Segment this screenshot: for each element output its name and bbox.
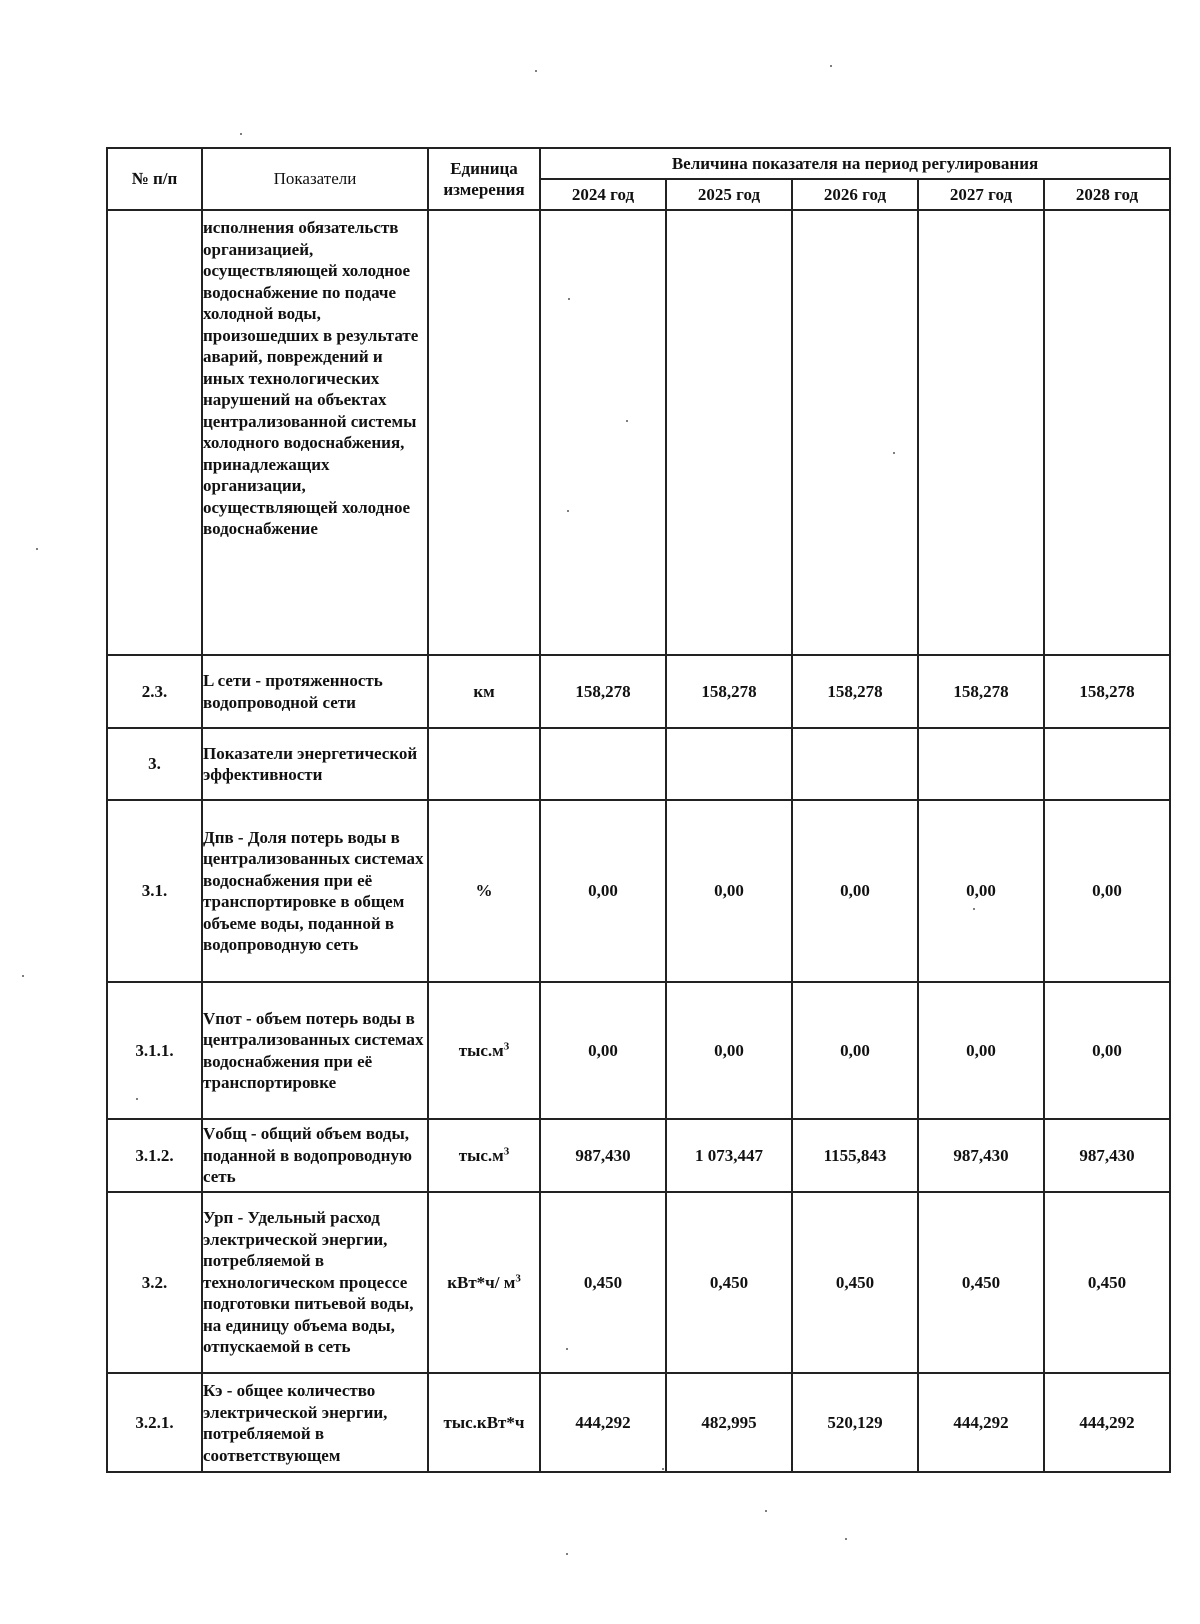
unit-superscript: 3	[503, 1040, 510, 1053]
row-unit: %	[428, 800, 540, 982]
row-indicator: L сети - протяженность водопроводной сети	[202, 655, 428, 728]
row-value: 0,450	[792, 1192, 918, 1373]
table-row	[107, 800, 1170, 982]
row-number: 3.	[107, 728, 202, 800]
scan-speck	[845, 1538, 847, 1540]
row-value	[540, 210, 666, 655]
row-value: 444,292	[1044, 1373, 1170, 1472]
row-value: 444,292	[540, 1373, 666, 1472]
row-value: 0,00	[1044, 982, 1170, 1119]
scan-speck	[662, 1468, 664, 1470]
row-value: 0,450	[1044, 1192, 1170, 1373]
row-value: 987,430	[1044, 1119, 1170, 1192]
table-row	[107, 728, 1170, 800]
row-value: 0,450	[540, 1192, 666, 1373]
row-value: 158,278	[918, 655, 1044, 728]
row-value: 1155,843	[792, 1119, 918, 1192]
row-value	[918, 728, 1044, 800]
row-indicator: Кэ - общее количество электрической энергии, потребляемой в соответствующем	[202, 1373, 428, 1472]
row-value: 1 073,447	[666, 1119, 792, 1192]
row-unit: км	[428, 655, 540, 728]
header-unit: Единица измерения	[428, 148, 540, 210]
row-value	[666, 728, 792, 800]
row-number: 2.3.	[107, 655, 202, 728]
row-number: 3.1.	[107, 800, 202, 982]
row-indicator: Vпот - объем потерь воды в централизованных системах водоснабжения при её транспортировке	[202, 982, 428, 1119]
unit-text: кВт*ч/ м	[447, 1272, 516, 1292]
row-value: 0,450	[666, 1192, 792, 1373]
row-indicator: Vобщ - общий объем воды, поданной в водопроводную сеть	[202, 1119, 428, 1192]
row-value	[666, 210, 792, 655]
row-value: 0,450	[918, 1192, 1044, 1373]
row-unit	[428, 982, 540, 1119]
scan-speck	[136, 1098, 138, 1100]
row-value: 158,278	[540, 655, 666, 728]
row-value: 0,00	[918, 982, 1044, 1119]
row-value: 482,995	[666, 1373, 792, 1472]
scan-speck	[830, 65, 832, 67]
header-year: 2024 год	[540, 179, 666, 210]
unit-superscript: 3	[515, 1272, 521, 1285]
header-num: № п/п	[107, 148, 202, 210]
row-value	[918, 210, 1044, 655]
row-value	[1044, 210, 1170, 655]
unit-text: тыс.м	[458, 1040, 504, 1060]
table-row	[107, 1373, 1170, 1472]
row-number: 3.1.2.	[107, 1119, 202, 1192]
row-value: 0,00	[918, 800, 1044, 982]
scan-speck	[765, 1510, 767, 1512]
row-value: 987,430	[540, 1119, 666, 1192]
row-unit: тыс.кВт*ч	[428, 1373, 540, 1472]
scan-speck	[567, 510, 569, 512]
scan-speck	[566, 1553, 568, 1555]
table-row	[107, 210, 1170, 655]
header-year: 2028 год	[1044, 179, 1170, 210]
row-indicator: Дпв - Доля потерь воды в централизованных системах водоснабжения при её транспортировке в общем объеме воды, поданной в водопроводную сеть	[202, 800, 428, 982]
table-row	[107, 1192, 1170, 1373]
row-value: 0,00	[540, 982, 666, 1119]
unit-superscript: 3	[503, 1145, 510, 1158]
row-value: 158,278	[792, 655, 918, 728]
row-value: 0,00	[792, 800, 918, 982]
row-unit	[428, 1192, 540, 1373]
row-value: 987,430	[918, 1119, 1044, 1192]
row-unit	[428, 210, 540, 655]
row-unit	[428, 728, 540, 800]
unit-text: тыс.м	[458, 1145, 504, 1165]
header-indicator: Показатели	[202, 148, 428, 210]
indicators-table	[106, 147, 1171, 1473]
row-value: 0,00	[666, 800, 792, 982]
row-value: 520,129	[792, 1373, 918, 1472]
row-number: 3.1.1.	[107, 982, 202, 1119]
scan-speck	[22, 975, 24, 977]
scan-speck	[566, 1348, 568, 1350]
scan-speck	[626, 420, 628, 422]
row-value: 0,00	[540, 800, 666, 982]
table-row	[107, 1119, 1170, 1192]
scan-speck	[893, 452, 895, 454]
row-value	[792, 728, 918, 800]
scan-speck	[240, 133, 242, 135]
row-value	[792, 210, 918, 655]
row-value: 158,278	[1044, 655, 1170, 728]
table-row	[107, 982, 1170, 1119]
row-indicator: Урп - Удельный расход электрической энергии, потребляемой в технологическом процессе подготовки питьевой воды, на единицу объема воды, отпускаемой в сеть	[202, 1192, 428, 1373]
row-unit	[428, 1119, 540, 1192]
row-value: 0,00	[666, 982, 792, 1119]
table-row	[107, 655, 1170, 728]
row-value	[540, 728, 666, 800]
header-year: 2026 год	[792, 179, 918, 210]
header-year: 2027 год	[918, 179, 1044, 210]
scan-speck	[36, 548, 38, 550]
row-value: 444,292	[918, 1373, 1044, 1472]
row-value: 0,00	[792, 982, 918, 1119]
row-number	[107, 210, 202, 655]
header-year: 2025 год	[666, 179, 792, 210]
row-value: 158,278	[666, 655, 792, 728]
row-number: 3.2.1.	[107, 1373, 202, 1472]
scan-speck	[535, 70, 537, 72]
row-number: 3.2.	[107, 1192, 202, 1373]
row-value	[1044, 728, 1170, 800]
row-indicator: исполнения обязательств организацией, осуществляющей холодное водоснабжение по подаче холодной воды, произошедших в результате аварий, повреждений и иных технологических нарушений на объектах централизованной системы холодного водоснабжения, принадлежащих организации, осуществляющей холодное водоснабжение	[202, 210, 428, 655]
row-indicator: Показатели энергетической эффективности	[202, 728, 428, 800]
row-value: 0,00	[1044, 800, 1170, 982]
scan-speck	[568, 298, 570, 300]
header-period: Величина показателя на период регулирования	[540, 148, 1170, 179]
scan-speck	[973, 908, 975, 910]
